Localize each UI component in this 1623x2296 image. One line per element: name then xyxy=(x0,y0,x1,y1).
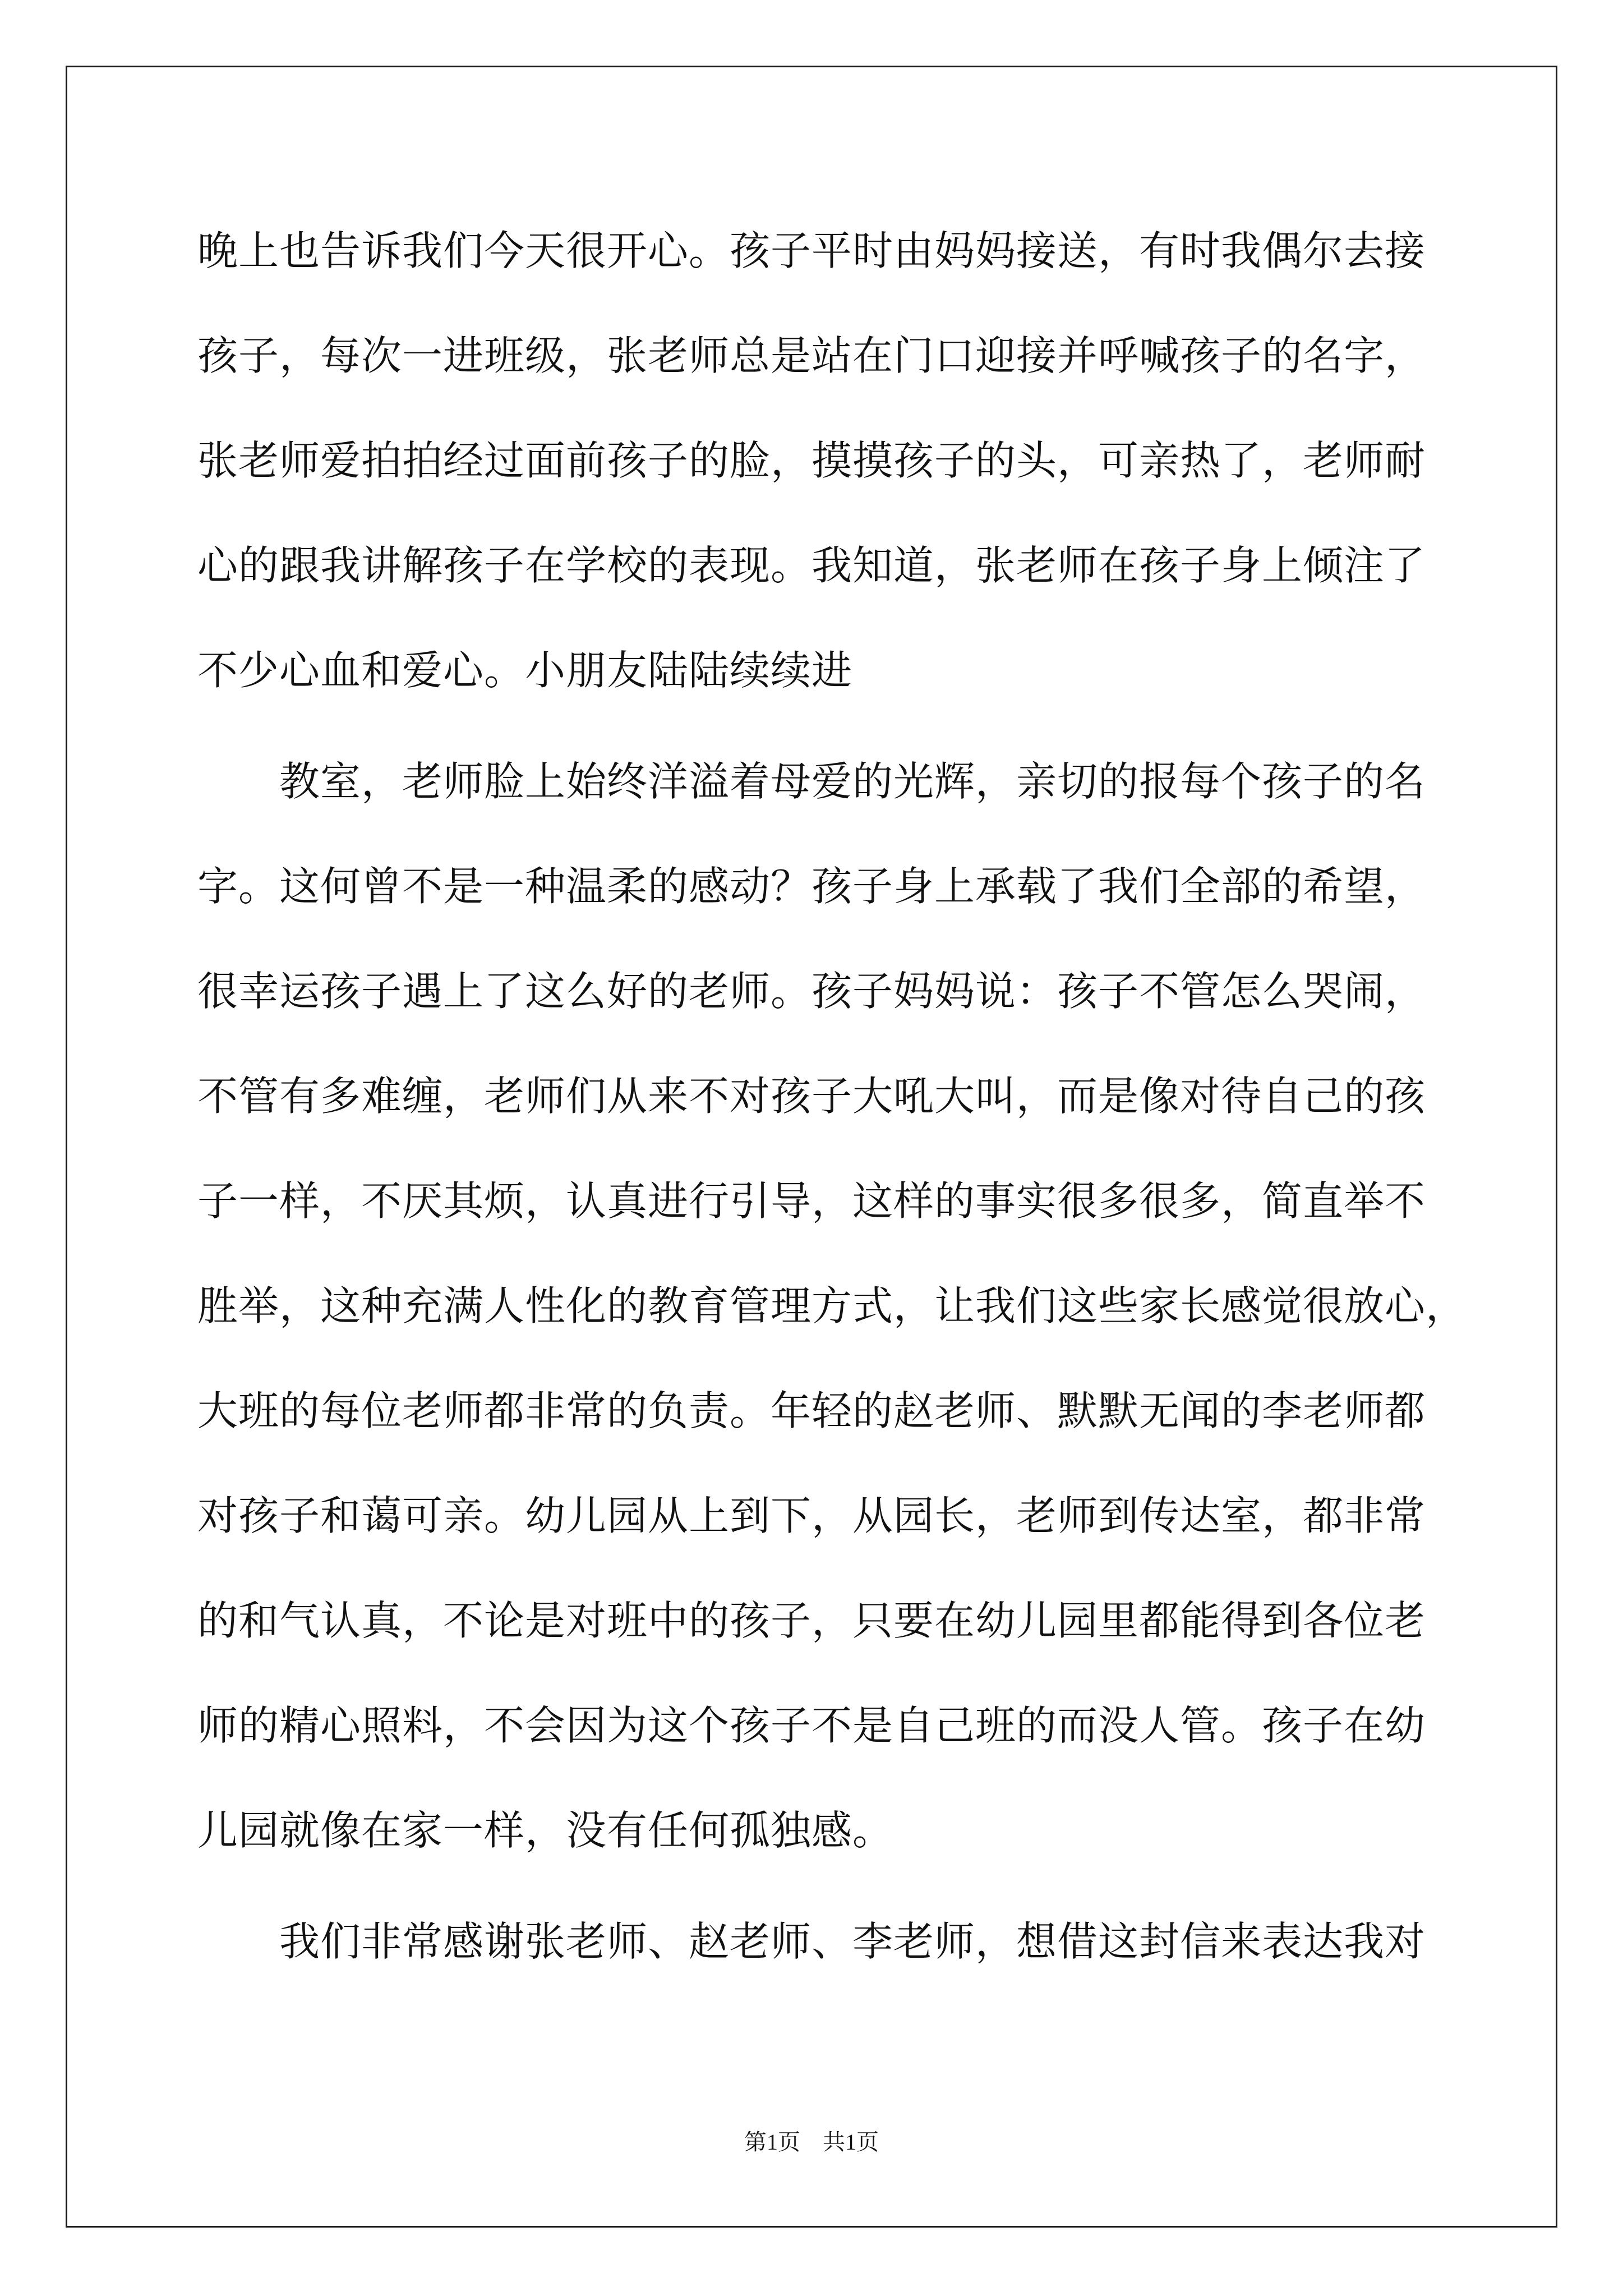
text-line: 张老师爱拍拍经过面前孩子的脸，摸摸孩子的头，可亲热了，老师耐 xyxy=(197,437,1426,484)
text-line: 不少心血和爱心。小朋友陆陆续续进 xyxy=(197,647,853,694)
page-footer: 第1页 共1页 xyxy=(744,2129,879,2155)
text-line: 大班的每位老师都非常的负责。年轻的赵老师、默默无闻的李老师都 xyxy=(197,1387,1426,1434)
document-body xyxy=(197,199,1532,1994)
text-line: 胜举，这种充满人性化的教育管理方式，让我们这些家长感觉很放心， xyxy=(197,1282,1467,1329)
paragraph xyxy=(197,1889,1532,1994)
text-line: 字。这何曾不是一种温柔的感动？孩子身上承载了我们全部的希望， xyxy=(197,863,1426,910)
paragraph xyxy=(197,729,1532,1883)
text-line: 的和气认真，不论是对班中的孩子，只要在幼儿园里都能得到各位老 xyxy=(197,1597,1426,1644)
text-line: 对孩子和蔼可亲。幼儿园从上到下，从园长，老师到传达室，都非常 xyxy=(197,1492,1426,1539)
text-line: 教室，老师脸上始终洋溢着母爱的光辉，亲切的报每个孩子的名 xyxy=(279,758,1426,805)
text-line: 子一样，不厌其烦，认真进行引导，这样的事实很多很多，简直举不 xyxy=(197,1177,1426,1225)
paragraph xyxy=(197,199,1532,723)
text-line: 很幸运孩子遇上了这么好的老师。孩子妈妈说：孩子不管怎么哭闹， xyxy=(197,968,1426,1015)
text-line: 晚上也告诉我们今天很开心。孩子平时由妈妈接送，有时我偶尔去接 xyxy=(197,227,1426,274)
text-line: 不管有多难缠，老师们从来不对孩子大吼大叫，而是像对待自己的孩 xyxy=(197,1073,1426,1120)
text-line: 儿园就像在家一样，没有任何孤独感。 xyxy=(197,1807,894,1854)
text-line: 孩子，每次一进班级，张老师总是站在门口迎接并呼喊孩子的名字， xyxy=(197,332,1426,379)
text-line: 心的跟我讲解孩子在学校的表现。我知道，张老师在孩子身上倾注了 xyxy=(197,542,1426,589)
text-line: 我们非常感谢张老师、赵老师、李老师，想借这封信来表达我对 xyxy=(279,1918,1426,1965)
text-line: 师的精心照料，不会因为这个孩子不是自己班的而没人管。孩子在幼 xyxy=(197,1702,1426,1749)
